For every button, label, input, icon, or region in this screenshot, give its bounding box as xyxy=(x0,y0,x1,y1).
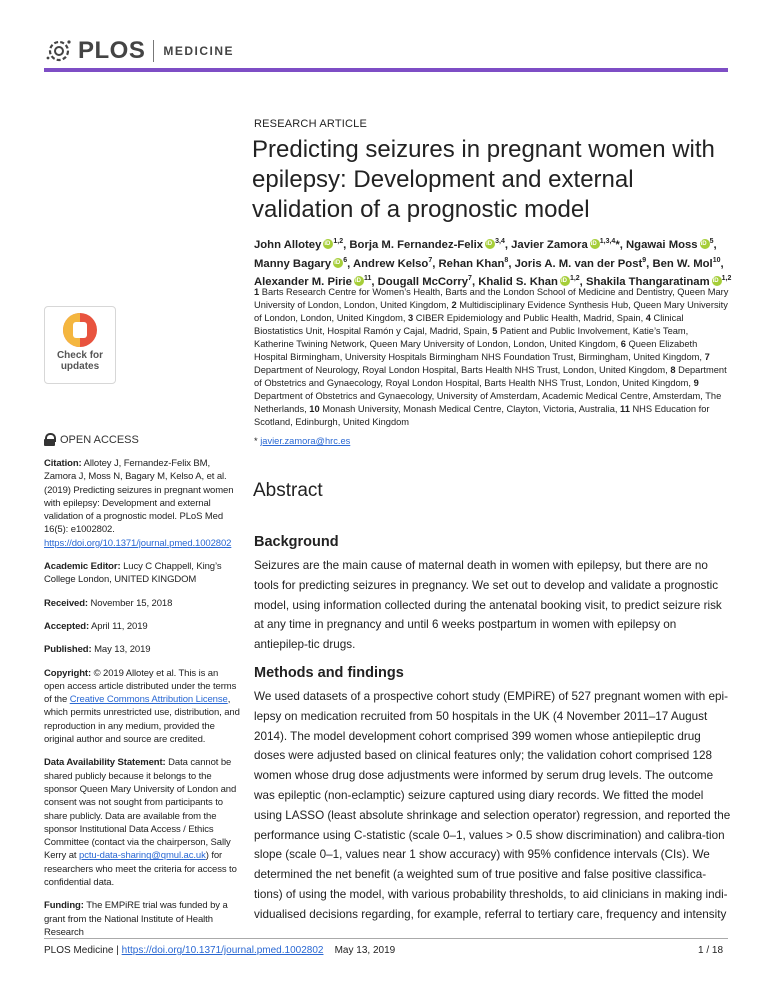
editor-block xyxy=(44,560,240,587)
copyright-label: Copyright: xyxy=(44,667,92,679)
author-name[interactable]: Ngawai Moss xyxy=(626,238,698,251)
author-affiliation-sup: 9 xyxy=(642,256,647,264)
affiliation-text: NHS Education for Scotland, Edinburgh, United Kingdom xyxy=(254,404,710,427)
orcid-icon[interactable] xyxy=(712,276,722,286)
article-type: RESEARCH ARTICLE xyxy=(254,118,368,130)
author-separator: , xyxy=(720,257,724,270)
affiliation-text: Queen Elizabeth Hospital Birmingham, University Hospitals Birmingham NHS Foundation Trust, Birmingham, United Kingdom, xyxy=(254,339,705,362)
affiliation-number: 10 xyxy=(309,404,323,414)
plos-logo-text: PLOS xyxy=(78,37,146,64)
author-name[interactable]: John Allotey xyxy=(254,238,322,251)
author-separator: , xyxy=(432,257,439,270)
funding-text: The EMPiRE trial was funded by a grant from the National Institute of Health Research xyxy=(44,900,228,938)
affiliation-text: Department of Obstetrics and Gynaecology, University of Amsterdam, Academic Medical Centre, Amsterdam, The Netherlands, xyxy=(254,391,722,414)
affiliation-number: 11 xyxy=(620,404,633,414)
citation-doi-link[interactable]: https://doi.org/10.1371/journal.pmed.1002802 xyxy=(44,537,232,549)
affiliation-list xyxy=(254,286,730,429)
author-list xyxy=(254,234,732,290)
published-label: Published: xyxy=(44,644,92,656)
author-name[interactable]: Alexander M. Pirie xyxy=(254,276,352,289)
author-separator: , xyxy=(646,257,653,270)
affiliation-number: 9 xyxy=(693,378,699,388)
author-separator: , xyxy=(504,238,512,251)
received-block xyxy=(44,597,240,610)
author-name[interactable]: Khalid S. Khan xyxy=(478,276,558,289)
editor-label: Academic Editor: xyxy=(44,561,121,573)
corresponding-star: * xyxy=(254,436,258,446)
author-affiliation-sup: 6 xyxy=(343,256,348,264)
orcid-icon[interactable] xyxy=(333,258,343,268)
open-access-label xyxy=(44,433,139,446)
footer-divider xyxy=(44,938,728,939)
author-affiliation-sup: 1,2 xyxy=(721,275,732,283)
affiliation-number: 1 xyxy=(254,287,262,297)
author-entry xyxy=(439,258,515,270)
author-separator: , xyxy=(371,276,378,289)
author-entry xyxy=(515,258,653,270)
orcid-icon[interactable] xyxy=(323,239,333,249)
footer-journal: PLOS Medicine xyxy=(44,945,114,956)
footer-date: May 13, 2019 xyxy=(334,945,396,956)
author-affiliation-sup: 1,2 xyxy=(333,238,344,245)
affiliation-text: Patient and Public Involvement, Katie’s Team, Katherine Twining Network, Queen Mary University of London, London, United Kingdom, xyxy=(254,326,689,349)
page-footer xyxy=(44,945,395,956)
logo-divider xyxy=(153,40,154,62)
background-heading: Background xyxy=(254,534,339,550)
plos-logo xyxy=(44,36,234,66)
affiliation-number: 4 xyxy=(645,313,654,323)
author-name[interactable]: Borja M. Fernandez-Felix xyxy=(349,238,484,251)
affiliation-number: 5 xyxy=(492,326,500,336)
badge-line-1: Check for xyxy=(56,350,104,361)
methods-heading: Methods and findings xyxy=(254,665,404,681)
author-affiliation-sup: 5 xyxy=(709,238,714,245)
citation-block xyxy=(44,457,240,550)
methods-text: We used datasets of a prospective cohort study (EMPiRE) of 527 pregnant women with epi-lepsy on medication recruited from 50 hospitals in the UK (4 November 2011–17 August 2014). The model development cohort comprised 399 women whose antiepileptic drug doses were adjusted based on clinical features only; the validation cohort comprised 128 women whose drug dose adjustments were informed by serum drug levels. The outcome was epileptic (non-eclamptic) seizure captured using diary records. We fitted the model using LASSO (least absolute shrinkage and selection operator) regression, and reported the performance using C-statistic (scale 0–1, values > 0.5 show discrimination) and calibra-tion slope (scale 0–1, values near 1 show accuracy) with 95% confidence intervals (CIs). We determined the net benefit (a weighted sum of true positive and false positive classifica-tions) of using the model, with various probability thresholds, to aid clinicians in making indi-vidualised decisions regarding, for example, referral to tertiary care, frequency and intensity xyxy=(254,690,731,921)
author-separator: , xyxy=(713,238,717,251)
author-name[interactable]: Andrew Kelso xyxy=(353,257,429,270)
author-affiliation-sup: 3,4 xyxy=(495,238,505,245)
author-affiliation-sup: 10 xyxy=(712,256,721,264)
affiliation-text: Barts Research Centre for Women’s Health, Barts and the London School of Medicine and Dentistry, Queen Mary University of London, London, United Kingdom, xyxy=(254,287,729,310)
author-separator: , xyxy=(347,257,353,270)
footer-separator: | xyxy=(113,945,122,956)
author-name[interactable]: Joris A. M. van der Post xyxy=(514,257,643,270)
methods-paragraph xyxy=(254,687,732,925)
data-availability-label: Data Availability Statement: xyxy=(44,757,166,769)
copyright-text: © 2019 Allotey et al. This is an open access article distributed under the terms of the xyxy=(44,667,237,706)
affiliation-text: Monash University, Monash Medical Centre, Clayton, Victoria, Australia, xyxy=(322,404,621,414)
background-paragraph xyxy=(254,556,732,655)
copyright-block xyxy=(44,667,240,747)
author-separator: , xyxy=(343,238,350,251)
badge-line-2: updates xyxy=(60,361,100,372)
abstract-heading: Abstract xyxy=(253,480,323,501)
citation-text: Allotey J, Fernandez-Felix BM, Zamora J, Moss N, Bagary M, Kelso A, et al. (2019) Predicting seizures in pregnant women with epilepsy: Development and external validation of a prognostic model. PLoS Med 16(5): e1002802. xyxy=(44,458,234,536)
affiliation-text: Multidisciplinary Evidence Synthesis Hub, Queen Mary University of London, London, United Kingdom, xyxy=(254,300,728,323)
author-separator: , xyxy=(619,238,627,251)
affiliation-number: 6 xyxy=(620,339,629,349)
header-accent-bar xyxy=(44,68,728,72)
data-availability-block xyxy=(44,756,240,889)
author-name[interactable]: Javier Zamora xyxy=(511,238,588,251)
author-name[interactable]: Ben W. Mol xyxy=(652,257,713,270)
corresponding-email-link[interactable]: javier.zamora@hrc.es xyxy=(260,436,351,446)
author-affiliation-sup: 1,2 xyxy=(569,275,580,283)
orcid-icon[interactable] xyxy=(590,239,600,249)
article-metadata-sidebar xyxy=(44,457,240,949)
author-entry xyxy=(511,239,626,251)
author-affiliation-sup: 8 xyxy=(504,256,509,264)
orcid-icon[interactable] xyxy=(560,276,570,286)
orcid-icon[interactable] xyxy=(354,276,364,286)
affiliation-number: 8 xyxy=(670,365,679,375)
affiliation-text: CIBER Epidemiology and Public Health, Madrid, Spain, xyxy=(415,313,646,323)
author-affiliation-sup: 1,3,4 xyxy=(599,238,616,245)
editor-text: Lucy C Chappell, King’s College London, UNITED KINGDOM xyxy=(44,561,222,586)
author-separator: , xyxy=(508,257,515,270)
author-name[interactable]: Shakila Thangaratinam xyxy=(585,276,710,289)
license-link[interactable]: Creative Commons Attribution License xyxy=(69,694,228,706)
author-separator: , xyxy=(579,276,586,289)
data-sharing-email-link[interactable]: pctu-data-sharing@qmul.ac.uk xyxy=(79,850,206,862)
published-date: May 13, 2019 xyxy=(94,644,151,656)
author-entry xyxy=(626,239,717,251)
received-date: November 15, 2018 xyxy=(90,597,173,609)
author-entry xyxy=(652,258,723,270)
funding-label: Funding: xyxy=(44,900,84,912)
journal-name: MEDICINE xyxy=(163,44,235,58)
affiliation-text: Department of Neurology, Royal London Hospital, Barts Health NHS Trust, London, United Kingdom, xyxy=(254,365,671,375)
article-title: Predicting seizures in pregnant women with epilepsy: Development and external validation of a prognostic model xyxy=(252,136,715,223)
affiliation-number: 3 xyxy=(408,313,416,323)
funding-block xyxy=(44,899,240,939)
plos-emblem-icon xyxy=(44,36,74,66)
author-name[interactable]: Rehan Khan xyxy=(438,257,505,270)
accepted-date: April 11, 2019 xyxy=(91,620,148,632)
page-number: 1 / 18 xyxy=(698,945,724,956)
background-text: Seizures are the main cause of maternal death in women with epilepsy, but there are no tools for predicting seizures in pregnancy. We set out to develop and validate a prognostic model, using information collected during the antenatal booking visit, to predict seizure risk at any time in pregnancy and until 6 weeks postpartum in women with epilepsy on antiepilep-tic drugs. xyxy=(254,559,722,652)
data-availability-text: Data cannot be shared publicly because it belongs to the sponsor Queen Mary University of London and consent was not sought from participants to share publicly. Data are available from the sponsor Institutional Data Access / Ethics Committee (contact via the chairperson, Sally Kerry at xyxy=(44,757,237,862)
author-name[interactable]: Manny Bagary xyxy=(254,257,332,270)
crossmark-icon xyxy=(63,313,97,347)
lock-icon xyxy=(44,433,55,446)
footer-doi-link[interactable]: https://doi.org/10.1371/journal.pmed.1002802 xyxy=(121,945,324,956)
data-availability-text-end: ) for researchers who meet the criteria for access to confidential data. xyxy=(44,850,237,889)
author-entry xyxy=(254,258,353,270)
author-entry xyxy=(353,258,439,270)
author-name[interactable]: Dougall McCorry xyxy=(377,276,469,289)
orcid-icon[interactable] xyxy=(700,239,710,249)
accepted-label: Accepted: xyxy=(44,620,90,632)
author-affiliation-sup: 7 xyxy=(468,275,472,283)
received-label: Received: xyxy=(44,597,88,609)
affiliation-number: 2 xyxy=(451,300,460,310)
affiliation-text: Clinical Biostatistics Unit, Hospital Ramón y Cajal, Madrid, Spain, xyxy=(254,313,684,336)
corresponding-marker: * xyxy=(615,238,620,251)
affiliation-number: 7 xyxy=(704,352,710,362)
published-block xyxy=(44,643,240,656)
author-separator: , xyxy=(471,276,479,289)
citation-label: Citation: xyxy=(44,458,82,469)
corresponding-author xyxy=(254,436,350,446)
author-entry xyxy=(349,239,511,251)
author-affiliation-sup: 7 xyxy=(428,256,433,264)
open-access-text: OPEN ACCESS xyxy=(60,433,139,446)
check-for-updates-badge[interactable] xyxy=(44,306,116,384)
copyright-text-end: , which permits unrestricted use, distribution, and reproduction in any medium, provided the original author and source are credited. xyxy=(44,694,240,746)
affiliation-text: Department of Obstetrics and Gynaecology, Royal London Hospital, Barts Health NHS Trust, London, United Kingdom, xyxy=(254,365,727,388)
author-affiliation-sup: 11 xyxy=(363,275,372,283)
accepted-block xyxy=(44,620,240,633)
author-entry xyxy=(254,239,349,251)
check-for-updates-text xyxy=(45,350,115,372)
orcid-icon[interactable] xyxy=(485,239,495,249)
